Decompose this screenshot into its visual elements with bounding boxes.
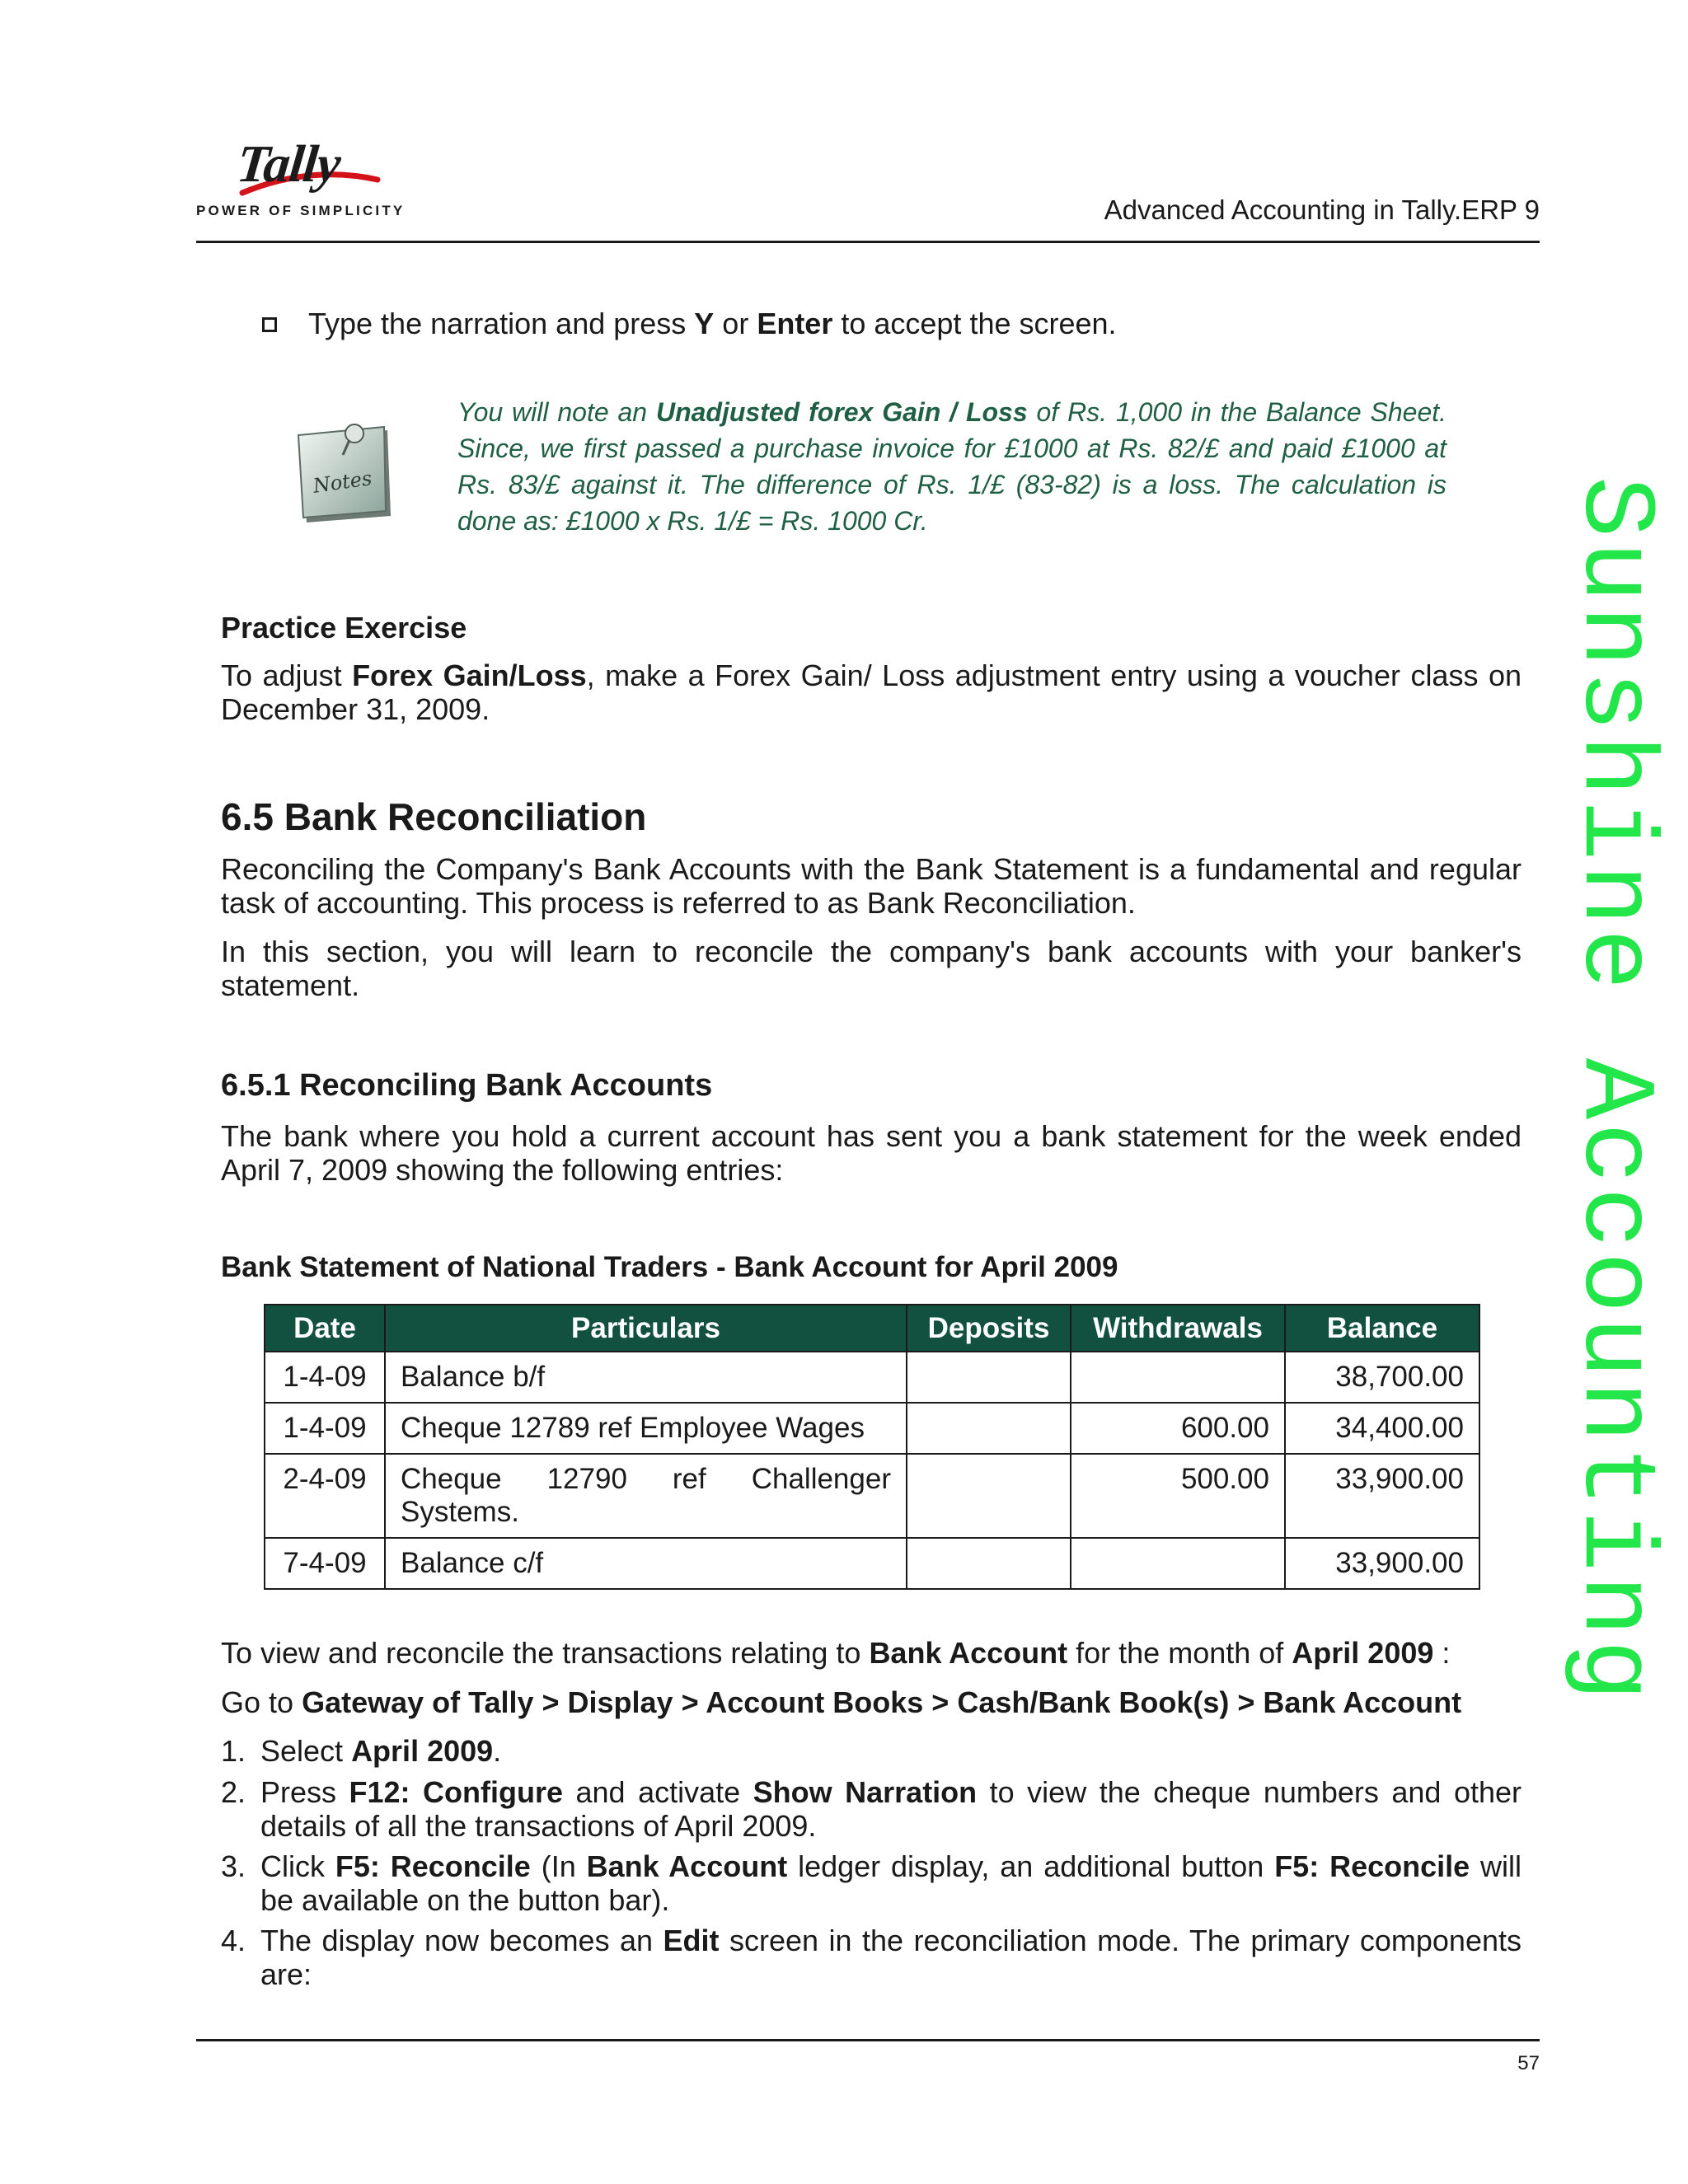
step-number: 4. — [221, 1924, 246, 1957]
footer-divider — [196, 2039, 1540, 2041]
step-number: 2. — [221, 1775, 246, 1809]
table-row — [265, 1538, 1479, 1589]
notes-text: You will note an Unadjusted forex Gain / Loss of Rs. 1,000 in the Balance Sheet. Since, we first passed a purchase invoice for £1000 at Rs. 82/£ and paid £1000 at Rs. 83/£ against it. The difference of Rs. 1/£ (83-82) is a loss. The calculation is done as: £1000 x Rs. 1/£ = Rs. 1000 Cr. — [457, 397, 1447, 536]
notes-icon — [295, 419, 394, 526]
table-row — [265, 1403, 1479, 1454]
step-4-text: The display now becomes an Edit screen in the reconciliation mode. The primary components are: — [260, 1924, 1522, 1991]
cell-particulars: Cheque 12789 ref Employee Wages — [385, 1403, 907, 1454]
cell-deposits — [907, 1454, 1071, 1538]
tally-logo — [196, 132, 406, 223]
practice-paragraph: To adjust Forex Gain/Loss, make a Forex Gain/ Loss adjustment entry using a voucher class on December 31, 2009. — [221, 658, 1522, 726]
section-6-5-1-paragraph: The bank where you hold a current account has sent you a bank statement for the week ended April 7, 2009 showing the following entries: — [221, 1119, 1522, 1187]
bank-statement-table — [264, 1304, 1480, 1590]
cell-balance: 33,900.00 — [1285, 1538, 1479, 1589]
table-row — [265, 1454, 1479, 1538]
cell-withdrawals — [1071, 1352, 1285, 1403]
column-header-particulars: Particulars — [385, 1305, 907, 1352]
cell-withdrawals: 500.00 — [1071, 1454, 1285, 1538]
page-number: 57 — [1517, 2052, 1540, 2074]
section-6-5-paragraph-2: In this section, you will learn to reconcile the company's bank accounts with your banker's statement. — [221, 935, 1522, 1002]
column-header-balance: Balance — [1285, 1305, 1479, 1352]
cell-deposits — [907, 1352, 1071, 1403]
step-number: 1. — [221, 1734, 246, 1768]
header-divider — [196, 241, 1540, 243]
section-heading-6-5: 6.5 Bank Reconciliation — [221, 795, 647, 838]
book-title: Advanced Accounting in Tally.ERP 9 — [1104, 194, 1540, 225]
section-heading-6-5-1: 6.5.1 Reconciling Bank Accounts — [221, 1068, 713, 1103]
step-number: 3. — [221, 1849, 246, 1883]
step-1-text: Select April 2009. — [260, 1734, 502, 1768]
logo-wordmark: Tally — [234, 134, 343, 193]
cell-balance: 33,900.00 — [1285, 1454, 1479, 1538]
table-header-row — [265, 1305, 1479, 1352]
bullet-square-icon — [262, 317, 277, 332]
cell-particulars: Cheque 12790 ref Challenger Systems. — [385, 1454, 907, 1538]
view-instruction: To view and reconcile the transactions relating to Bank Account for the month of April 2009 : — [221, 1636, 1451, 1670]
step-3-text: Click F5: Reconcile (In Bank Account ledger display, an additional button F5: Reconcile will be available on the button bar). — [260, 1849, 1522, 1917]
cell-deposits — [907, 1538, 1071, 1589]
cell-balance: 38,700.00 — [1285, 1352, 1479, 1403]
practice-heading: Practice Exercise — [221, 611, 467, 644]
step-2-text: Press F12: Configure and activate Show Narration to view the cheque numbers and other details of all the transactions of April 2009. — [260, 1775, 1522, 1843]
column-header-date: Date — [265, 1305, 385, 1352]
cell-particulars: Balance b/f — [385, 1352, 907, 1403]
table-title: Bank Statement of National Traders - Bank Account for April 2009 — [221, 1251, 1118, 1283]
goto-path: Go to Gateway of Tally > Display > Account Books > Cash/Bank Book(s) > Bank Account — [221, 1685, 1462, 1719]
logo-tagline: POWER OF SIMPLICITY — [196, 203, 406, 218]
table-row — [265, 1352, 1479, 1403]
cell-particulars: Balance c/f — [385, 1538, 907, 1589]
section-6-5-paragraph-1: Reconciling the Company's Bank Accounts with the Bank Statement is a fundamental and regular task of accounting. This process is referred to as Bank Reconciliation. — [221, 852, 1522, 920]
bullet-instruction: Type the narration and press Y or Enter to accept the screen. — [308, 307, 1117, 340]
cell-deposits — [907, 1403, 1071, 1454]
cell-date: 7-4-09 — [265, 1538, 385, 1589]
cell-balance: 34,400.00 — [1285, 1403, 1479, 1454]
cell-date: 1-4-09 — [265, 1352, 385, 1403]
column-header-withdrawals: Withdrawals — [1071, 1305, 1285, 1352]
cell-date: 1-4-09 — [265, 1403, 385, 1454]
notes-icon-label: Notes — [312, 466, 373, 498]
cell-withdrawals — [1071, 1538, 1285, 1589]
column-header-deposits: Deposits — [907, 1305, 1071, 1352]
cell-date: 2-4-09 — [265, 1454, 385, 1538]
cell-withdrawals: 600.00 — [1071, 1403, 1285, 1454]
watermark: Sunshine Accounting — [1555, 476, 1671, 1704]
